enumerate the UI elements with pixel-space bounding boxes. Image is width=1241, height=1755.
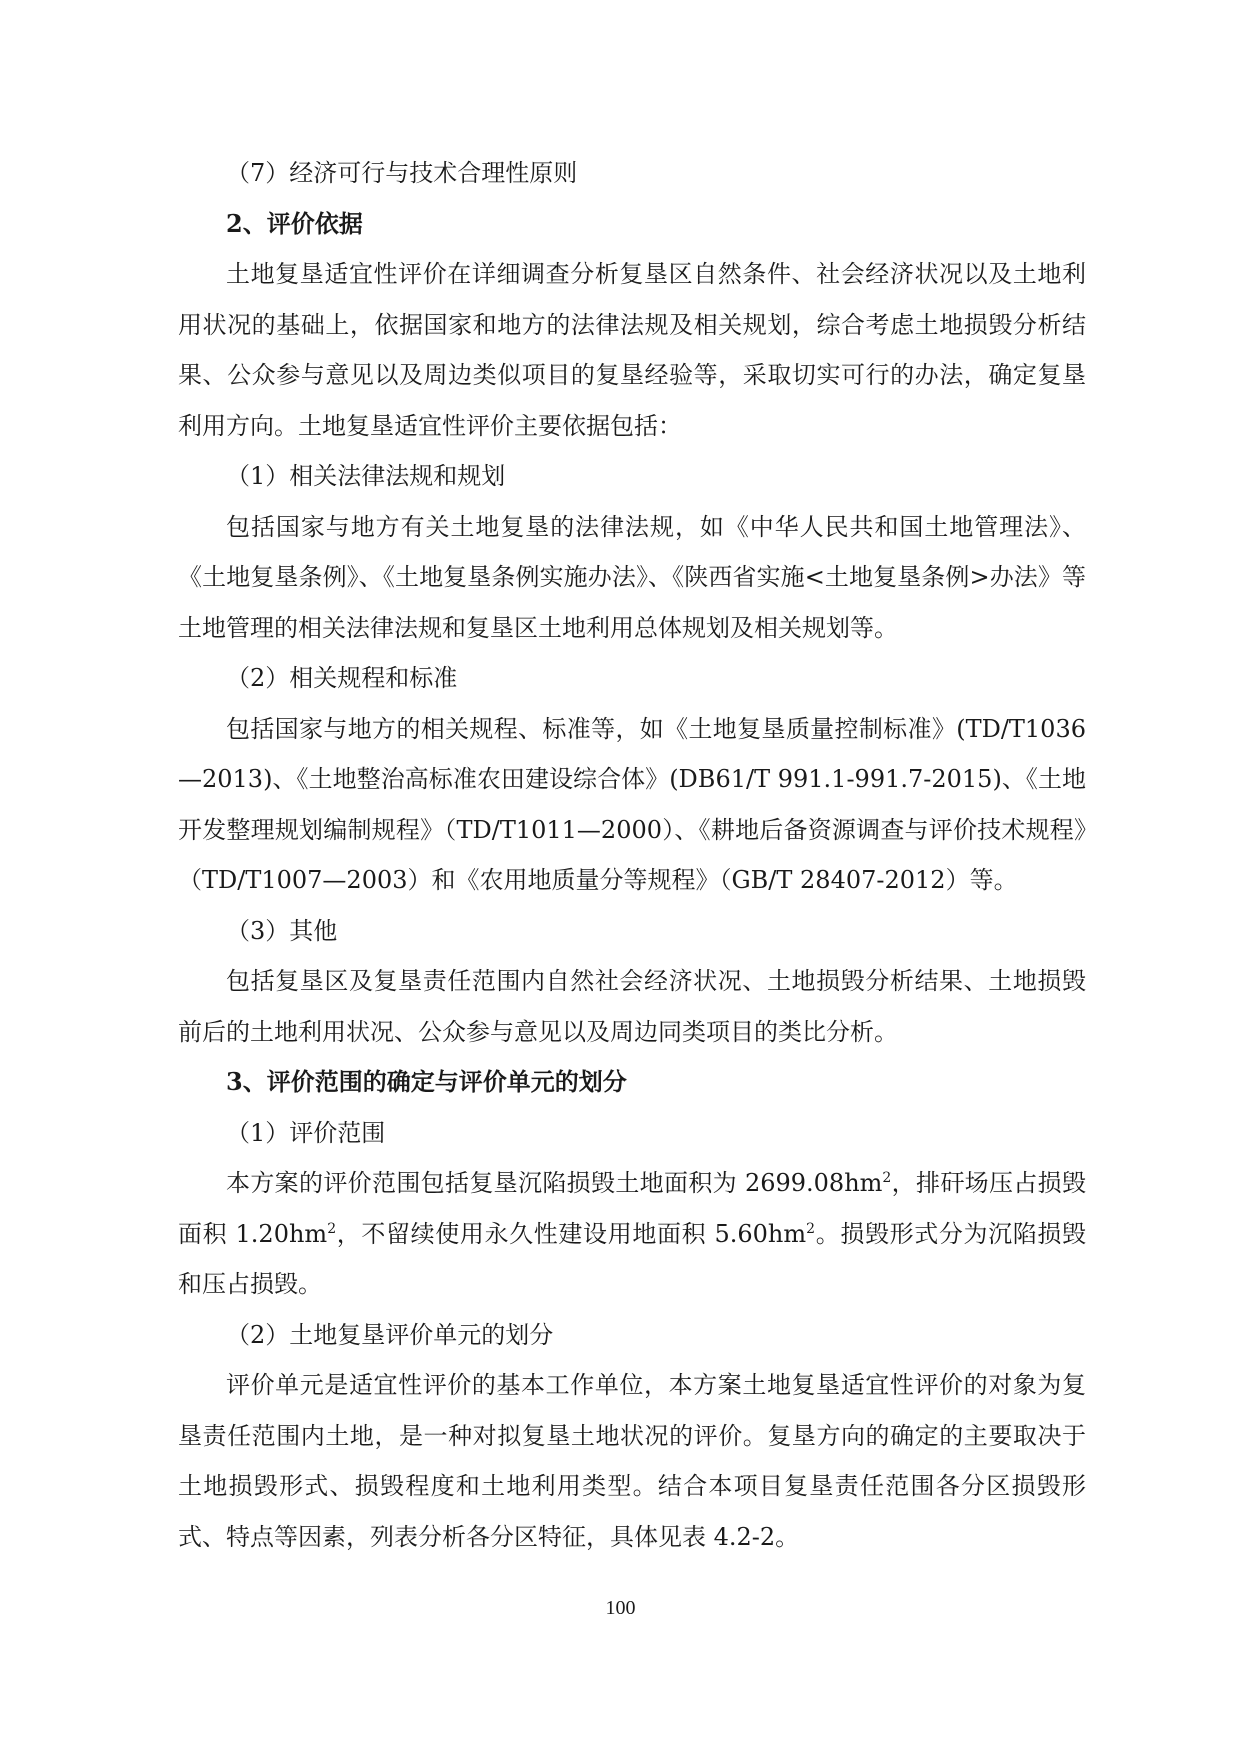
subheading-units: （2）土地复垦评价单元的划分 — [226, 1320, 554, 1349]
page-number: 100 — [605, 1597, 636, 1619]
scope-text-c: ，不留续使用永久性建设用地面积 5.60hm — [336, 1219, 807, 1248]
superscript-c: 2 — [806, 1220, 816, 1237]
scope-text-d: 。损毁形式分为沉陷损毁和压占损毁。 — [178, 1219, 1087, 1298]
principle-7-item: （7）经济可行与技术合理性原则 — [226, 159, 578, 187]
section-heading-scope-units: 3、评价范围的确定与评价单元的划分 — [226, 1067, 627, 1096]
subheading-scope: （1）评价范围 — [226, 1118, 386, 1147]
scope-text-b: ，排矸场压占损毁面积 1.20hm — [178, 1169, 1087, 1248]
subheading-laws: （1）相关法律法规和规划 — [226, 462, 506, 490]
paragraph-laws: 包括国家与地方有关土地复垦的法律法规，如《中华人民共和国土地管理法》、《土地复垦条例》、《土地复垦条例实施办法》、《陕西省实施<土地复垦条例>办法》等土地管理的相关法律法规和复垦区土地利用总体规划及相关规划等。 — [178, 512, 1086, 642]
scope-text-a: 本方案的评价范围包括复垦沉陷损毁土地面积为 2699.08hm — [226, 1169, 883, 1197]
section-heading-evaluation-basis: 2、评价依据 — [226, 208, 363, 238]
paragraph-basis: 土地复垦适宜性评价在详细调查分析复垦区自然条件、社会经济状况以及土地利用状况的基础上，依据国家和地方的法律法规及相关规划，综合考虑土地损毁分析结果、公众参与意见以及周边类似项目的复垦经验等，采取切实可行的办法，确定复垦利用方向。土地复垦适宜性评价主要依据包括： — [178, 260, 1086, 440]
paragraph-units: 评价单元是适宜性评价的基本工作单位，本方案土地复垦适宜性评价的对象为复垦责任范围内土地，是一种对拟复垦土地状况的评价。复垦方向的确定的主要取决于土地损毁形式、损毁程度和土地利用类型。结合本项目复垦责任范围各分区损毁形式、特点等因素，列表分析各分区特征，具体见表 4.2-2。 — [178, 1371, 1086, 1551]
subheading-other: （3）其他 — [226, 916, 338, 945]
paragraph-standards: 包括国家与地方的相关规程、标准等，如《土地复垦质量控制标准》(TD/T1036—2013)、《土地整治高标准农田建设综合体》(DB61/T 991.1-991.7-2015)、《土地开发整理规划编制规程》（TD/T1011—2000）、《耕地后备资源调查与评价技术规程》（TD/T1007—2003）和《农用地质量分等规程》（GB/T 28407-2012）等。 — [178, 714, 1086, 894]
superscript-b: 2 — [327, 1220, 337, 1237]
document-body — [178, 148, 1086, 1562]
superscript-a: 2 — [882, 1170, 892, 1186]
paragraph-other: 包括复垦区及复垦责任范围内自然社会经济状况、土地损毁分析结果、土地损毁前后的土地利用状况、公众参与意见以及周边同类项目的类比分析。 — [178, 967, 1086, 1046]
subheading-standards: （2）相关规程和标准 — [226, 664, 458, 692]
paragraph-scope — [178, 1158, 1086, 1310]
